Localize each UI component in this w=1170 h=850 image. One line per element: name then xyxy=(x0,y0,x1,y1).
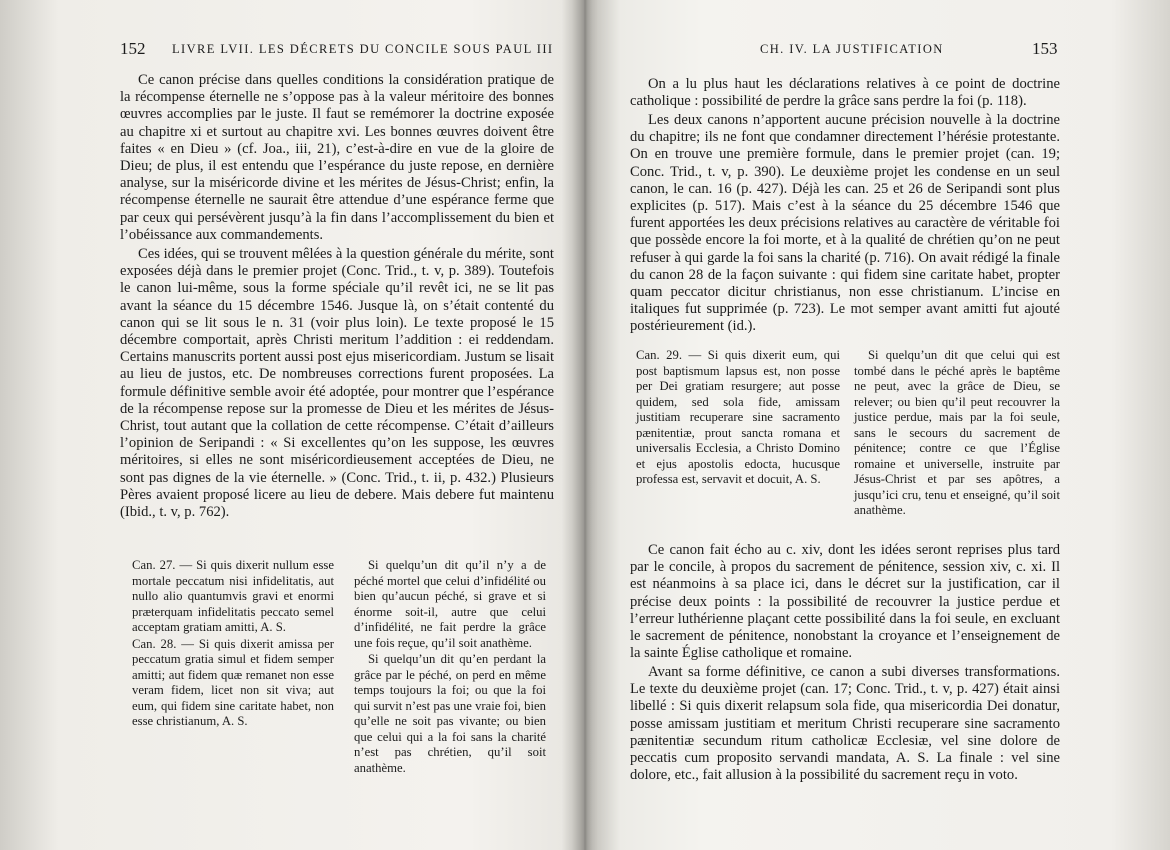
canon-29-french: Si quelqu’un dit que celui qui est tombé dans le péché après le baptême ne peut, avec la grâce de Dieu, se relever; ou bien qu’il peut recouvrer la justice perdue, mais par la foi seule, sans le secours du sacrement de pénitence; contre ce que l’Église romaine et universelle, instruite par Jésus-Christ et par ses apôtres, a jusqu’ici cru, tenu et enseigné, qu’il soit anathème. xyxy=(854,348,1060,517)
right-paragraph-3: Ce canon fait écho au c. xiv, dont les idées seront reprises plus tard par le concile, à propos du sacrement de pénitence, session xiv, c. xi. Il est néanmoins à sa place ici, dans le décret sur la justification, car il précise deux points : la possibilité de recouvrer la justice perdue et l’erreur luthérienne plaçant cette possibilité dans la foi seule, en excluant le sacrement de pénitence, nonobstant la croyance et l’enseignement de la sainte Église catholique et romaine. xyxy=(630,542,1060,662)
right-paragraph-1: On a lu plus haut les déclarations relatives à ce point de doctrine catholique : possibilité de perdre la grâce sans perdre la foi (p. 118). xyxy=(630,76,1060,110)
right-paragraph-4: Avant sa forme définitive, ce canon a subi diverses transformations. Le texte du deuxième projet (can. 17; Conc. Trid., t. v, p. 427) était ainsi libellé : Si quis dixerit relapsum sola fide, qua misericordia Dei donatur, posse amissam justitiam et meritum Christi recuperare sine sacramento pænitentiæ secundum ritum catholicæ Ecclesiæ, vel sine dolore de peccatis cum proposito servandi mandata, A. S. La finale : vel sine dolore, etc., fait allusion à la possibilité du sacrement reçu in voto. xyxy=(630,664,1060,784)
right-running-head: CH. IV. LA JUSTIFICATION xyxy=(760,42,944,56)
left-french-column xyxy=(354,558,546,776)
canon-27-latin: Can. 27. — Si quis dixerit nullum esse mortale peccatum nisi infidelitatis, aut nullo alio quantumvis gravi et enormi præterquam infidelitatis peccato semel acceptam gratiam amitti, A. S. xyxy=(132,558,334,634)
book-gutter-shadow xyxy=(572,0,598,850)
left-paragraph-1: Ce canon précise dans quelles conditions la considération pratique de la récompense éternelle ne s’oppose pas à la valeur méritoire des bonnes œuvres accomplies par le juste. Il faut se remémorer la doctrine exposée au chapitre xi et surtout au chapitre xvi. Les bonnes œuvres doivent être faites « en Dieu » (cf. Joa., iii, 21), c’est-à-dire en vue de la gloire de Dieu; de plus, il est entendu que l’espérance du juste repose, en dernière analyse, sur la miséricorde divine et les mérites de Jésus-Christ; enfin, la récompense éternelle ne saurait être attendue d’une espérance ferme que par ceux qui persévèrent jusqu’à la fin dans l’accomplissement du bien et l’obéissance aux commandements. xyxy=(120,72,554,243)
right-page xyxy=(586,0,1170,850)
left-latin-column xyxy=(132,558,334,730)
left-page xyxy=(0,0,584,850)
right-page-number: 153 xyxy=(1032,39,1058,58)
canon-28-french: Si quelqu’un dit qu’en perdant la grâce par le péché, on perd en même temps toujours la foi; ou que la foi qui survit n’est pas une vraie foi, bien qu’elle ne soit pas vivante; ou bien que celui qui a la foi sans la charité n’est pas chrétien, qu’il soit anathème. xyxy=(354,652,546,775)
left-running-head: LIVRE LVII. LES DÉCRETS DU CONCILE SOUS PAUL III xyxy=(172,42,554,56)
canon-29-latin: Can. 29. — Si quis dixerit eum, qui post baptismum lapsus est, non posse per Dei gratiam resurgere; aut posse quidem, sed sola fide, amissam justitiam recuperare sine sacramento pænitentiæ, prout sancta romana et universalis Ecclesia, a Christo Domino et ejus apostolis edocta, hucusque professa est, servavit et docuit, A. S. xyxy=(636,348,840,486)
left-page-number: 152 xyxy=(120,39,146,58)
right-french-column xyxy=(854,348,1060,519)
right-paragraph-2: Les deux canons n’apportent aucune précision nouvelle à la doctrine du chapitre; ils ne font que condamner directement l’hérésie protestante. On en trouve une première formule, dans le premier projet (can. 19; Conc. Trid., t. v, p. 390). Le deuxième projet les condense en un seul canon, le can. 16 (p. 427). Déjà les can. 25 et 26 de Seripandi sont plus explicites (p. 517). Mais c’est à la séance du 25 décembre 1546 que furent apportées les deux précisions relatives au caractère de véritable foi que possède encore la foi morte, et à la qualité de chrétien qu’on ne peut refuser à qui garde la foi sans la charité (p. 716). On avait rédigé la finale du canon 28 de la façon suivante : qui fidem sine caritate habet, propter quam peccator dicitur christianus, non esse christianum. L’incise en italiques fut supprimée (p. 723). Le mot semper avant amitti fut ajouté postérieurement (id.). xyxy=(630,112,1060,335)
canon-28-latin: Can. 28. — Si quis dixerit amissa per peccatum gratia simul et fidem semper amitti; aut fidem quæ remanet non esse veram fidem, licet non sit viva; aut eum, qui fidem sine caritate habet, non esse christianum, A. S. xyxy=(132,636,334,728)
canon-27-french: Si quelqu’un dit qu’il n’y a de péché mortel que celui d’infidélité ou bien qu’aucun péché, si grave et si énorme soit-il, autre que celui d’infidélité, ne fait perdre la grâce une fois reçue, qu’il soit anathème. xyxy=(354,558,546,650)
right-latin-column xyxy=(636,348,840,488)
left-paragraph-2: Ces idées, qui se trouvent mêlées à la question générale du mérite, sont exposées déjà dans le premier projet (Conc. Trid., t. v, p. 389). Toutefois le canon lui-même, sous la forme spéciale qu’il revêt ici, ne se lit pas avant la séance du 15 décembre 1546. Jusque là, on s’était contenté du canon qui se lit sous le n. 31 (voir plus loin). Le texte proposé le 15 décembre comportait, après Christi meritum l’addition : ei reddendam. Certains manuscrits portent aussi post ejus misericordiam. Justum se lisait au lieu de justos, etc. De nombreuses corrections furent proposées. La formule définitive semble avoir été adoptée, pour montrer que l’espérance de la récompense repose sur la promesse de Dieu et les mérites de Jésus-Christ, tout autant que la collation de cette récompense. C’était d’ailleurs l’opinion de Seripandi : « Si excellentes qu’on les suppose, les œuvres méritoires, si elles ne sont miséricordieusement acceptées de Dieu, ne sont pas dignes de la vie éternelle. » (Conc. Trid., t. ii, p. 432.) Plusieurs Pères avaient proposé licere au lieu de debere. Mais debere fut maintenu (Ibid., t. v, p. 762). xyxy=(120,246,554,521)
